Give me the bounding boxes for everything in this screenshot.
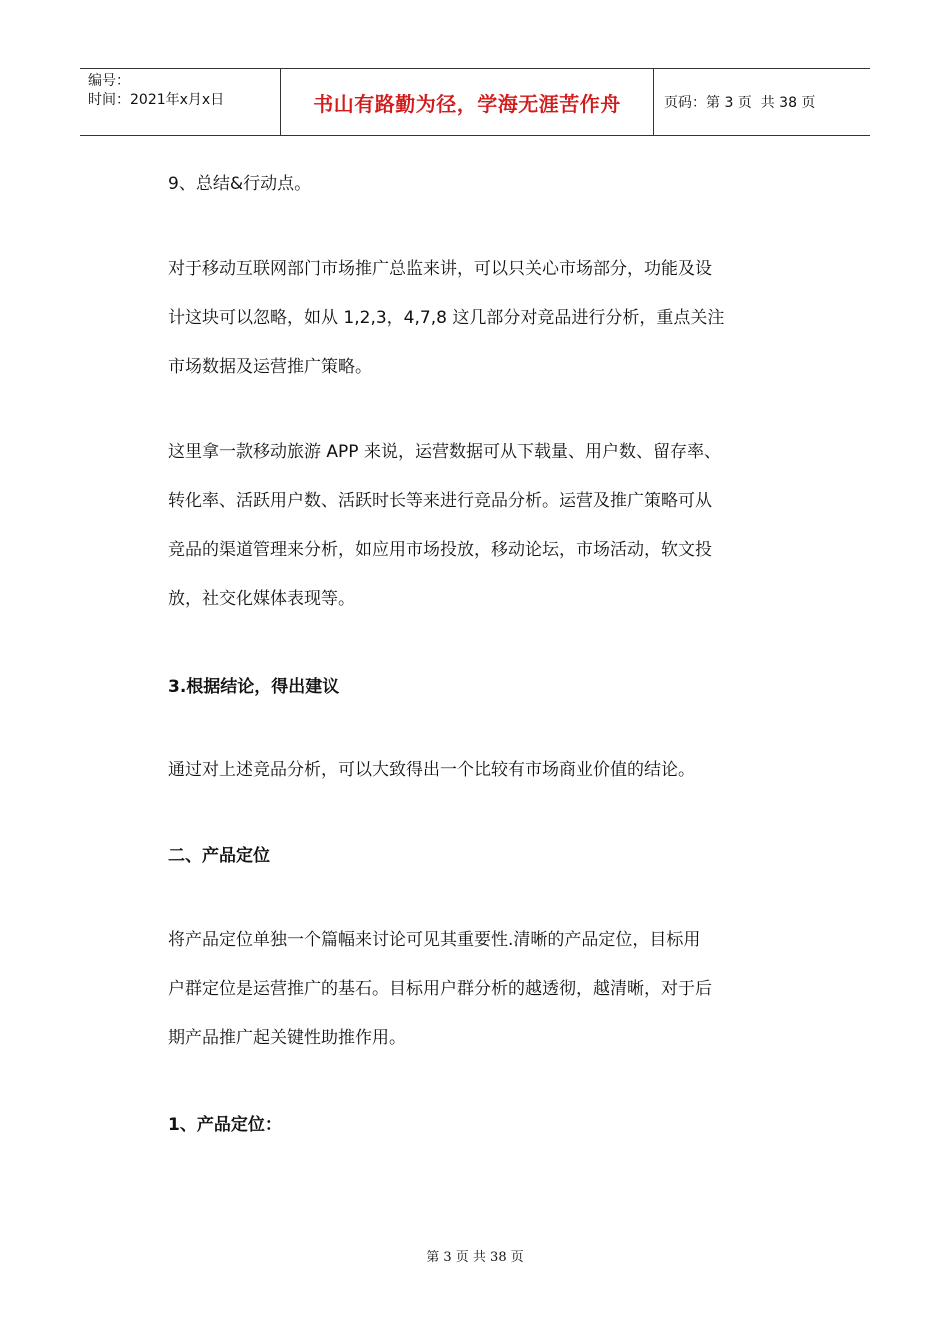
paragraph-positioning-importance (168, 916, 788, 1063)
header-motto: 书山有路勤为径，学海无涯苦作舟 (281, 69, 654, 135)
section-heading-3: 3.根据结论，得出建议 (168, 677, 340, 697)
paragraph-line: 竞品的渠道管理来分析，如应用市场投放，移动论坛，市场活动，软文投 (168, 540, 712, 560)
document-date-label: 时间：2021年x月x日 (88, 92, 225, 108)
paragraph-line: 对于移动互联网部门市场推广总监来讲，可以只关心市场部分，功能及设 (168, 259, 712, 279)
paragraph-line: 转化率、活跃用户数、活跃时长等来进行竞品分析。运营及推广策略可从 (168, 491, 712, 511)
paragraph-line: 通过对上述竞品分析，可以大致得出一个比较有市场商业价值的结论。 (168, 760, 695, 780)
paragraph-line: 将产品定位单独一个篇幅来讨论可见其重要性.清晰的产品定位，目标用 (168, 930, 701, 950)
paragraph-line: 市场数据及运营推广策略。 (168, 357, 372, 377)
paragraph-line: 计这块可以忽略，如从 1,2,3，4,7,8 这几部分对竞品进行分析，重点关注 (168, 308, 725, 328)
paragraph-line: 期产品推广起关键性助推作用。 (168, 1028, 406, 1048)
section-heading-product-positioning: 二、产品定位 (168, 846, 270, 866)
page-header (80, 68, 870, 136)
paragraph-line: 这里拿一款移动旅游 APP 来说，运营数据可从下载量、用户数、留存率、 (168, 442, 721, 462)
paragraph-line: 放，社交化媒体表现等。 (168, 589, 355, 609)
paragraph-conclusion (168, 746, 788, 795)
header-meta (80, 69, 281, 135)
paragraph-line: 户群定位是运营推广的基石。目标用户群分析的越透彻，越清晰，对于后 (168, 979, 712, 999)
document-number-label: 编号： (88, 73, 130, 89)
subsection-heading-1: 1、产品定位： (168, 1115, 282, 1135)
paragraph-market-focus (168, 245, 788, 392)
paragraph-travel-app-example (168, 428, 788, 624)
page-footer: 第 3 页 共 38 页 (426, 1250, 524, 1265)
list-item-9: 9、总结&行动点。 (168, 174, 312, 194)
header-page-info: 页码：第 3 页 共 38 页 (664, 95, 816, 111)
